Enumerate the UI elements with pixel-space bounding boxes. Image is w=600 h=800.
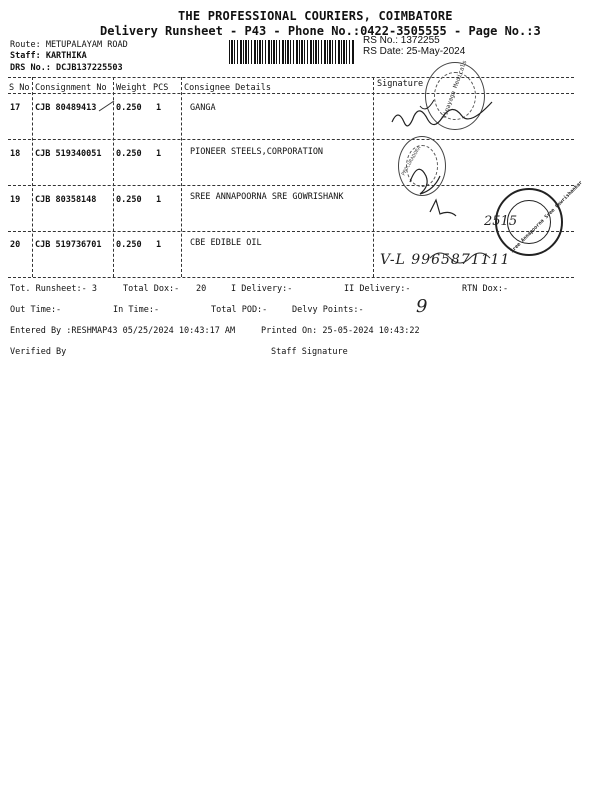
col-header-consignee: Consignee Details (184, 83, 271, 93)
tick-mark-icon (98, 99, 118, 113)
company-title: THE PROFESSIONAL COURIERS, COIMBATORE (178, 9, 453, 23)
row-consignment: CJB 519340051 (35, 149, 102, 159)
rs-date: RS Date: 25-May-2024 (363, 46, 466, 57)
stamp-medicals-text: Vinayaga Medicals (440, 59, 469, 120)
delvy-points: Delvy Points:- (292, 305, 364, 315)
total-dox-value: 20 (196, 284, 207, 294)
handwritten-delvy-mark: 9 (416, 296, 428, 317)
row-weight: 0.250 (116, 149, 142, 159)
ii-delivery: II Delivery:- (344, 284, 411, 294)
stamp-annapoorna-text: Sree Annapoorna Sree Gowrishankar (509, 179, 584, 255)
row-consignee: SREE ANNAPOORNA SRE GOWRISHANK (190, 192, 344, 202)
col-divider (373, 77, 374, 277)
row-consignment: CJB 519736701 (35, 240, 102, 250)
col-divider (181, 77, 182, 277)
total-dox-label: Total Dox:- (123, 284, 180, 294)
row-sno: 19 (10, 195, 21, 205)
row-pcs: 1 (156, 149, 162, 159)
verified-by: Verified By (10, 347, 67, 357)
stamp-round-text: PROCURADORA (400, 145, 423, 177)
row-consignment: CJB 80358148 (35, 195, 97, 205)
handwritten-note-row19: 2515 (484, 214, 518, 229)
col-header-weight: Weight (116, 83, 147, 93)
row-consignment: CJB 80489413 (35, 103, 97, 113)
out-time: Out Time:- (10, 305, 62, 315)
row-weight: 0.250 (116, 195, 142, 205)
runsheet-subtitle: Delivery Runsheet - P43 - Phone No.:0422-3505555 - Page No.:3 (100, 24, 541, 38)
total-pod: Total POD:- (211, 305, 268, 315)
entered-by: Entered By :RESHMAP43 05/25/2024 10:43:17 AM (10, 326, 236, 336)
row-consignee: GANGA (190, 103, 216, 113)
row-weight: 0.250 (116, 240, 142, 250)
staff-label: Staff: KARTHIKA (10, 51, 87, 61)
row-pcs: 1 (156, 195, 162, 205)
total-runsheet: Tot. Runsheet:- 3 (10, 284, 97, 294)
col-divider (32, 77, 33, 277)
row-consignee: CBE EDIBLE OIL (190, 238, 262, 248)
col-header-sno: S No (9, 83, 30, 93)
staff-signature: Staff Signature (271, 347, 348, 357)
row-sno: 20 (10, 240, 21, 250)
row-weight: 0.250 (116, 103, 142, 113)
rs-number: RS No.: 1372255 (363, 35, 440, 46)
barcode (229, 40, 355, 64)
signature-scribbles-icon (380, 80, 580, 280)
handwritten-phone-row20: V-L 9965871111 (380, 252, 511, 268)
row-sno: 18 (10, 149, 21, 159)
col-header-consignment: Consignment No (35, 83, 107, 93)
row-pcs: 1 (156, 240, 162, 250)
route-label: Route: METUPALAYAM ROAD (10, 40, 128, 50)
row-sno: 17 (10, 103, 21, 113)
drs-number: DRS No.: DCJB137225503 (10, 63, 123, 73)
row-consignee: PIONEER STEELS,CORPORATION (190, 147, 324, 157)
i-delivery: I Delivery:- (231, 284, 293, 294)
col-header-signature: Signature (377, 79, 424, 89)
table-top-line (8, 77, 574, 78)
printed-on: Printed On: 25-05-2024 10:43:22 (261, 326, 420, 336)
in-time: In Time:- (113, 305, 160, 315)
col-header-pcs: PCS (153, 83, 169, 93)
row-pcs: 1 (156, 103, 162, 113)
rtn-dox: RTN Dox:- (462, 284, 509, 294)
